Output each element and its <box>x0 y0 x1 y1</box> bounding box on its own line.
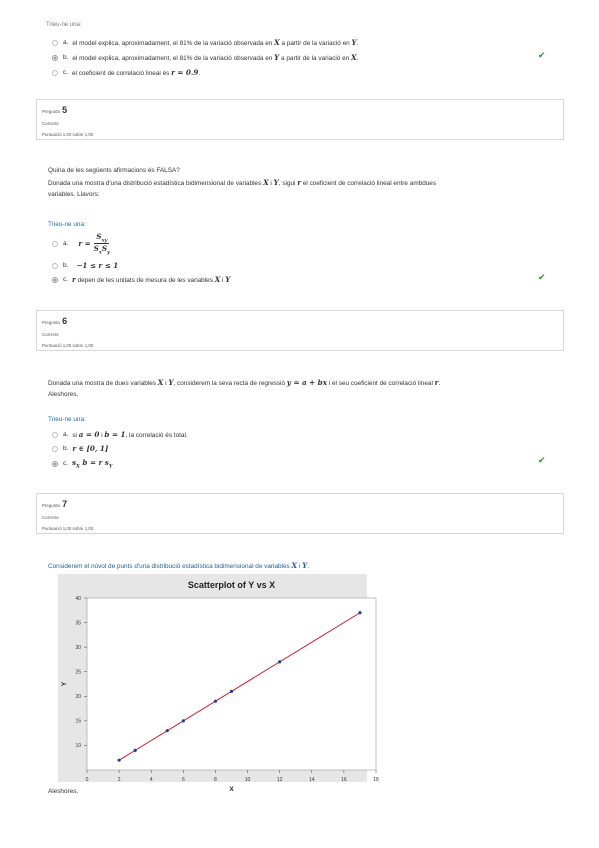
question-number: 5 <box>62 105 68 115</box>
radio-button[interactable] <box>52 432 58 438</box>
scatterplot-image <box>58 574 379 793</box>
x-tick-label: 16 <box>341 777 347 783</box>
scatterplot-chart <box>58 574 379 793</box>
option-letter: c. <box>63 276 68 283</box>
question-status: Correcte <box>42 332 59 337</box>
option-text: si a = 0 i b = 1, la correlació és total. <box>72 430 188 439</box>
question-label: Pregunta 5 <box>42 105 68 115</box>
question-text: Quina de les següents afirmacions és FALSA? <box>48 167 180 174</box>
question-number: 7 <box>62 499 68 509</box>
question-info-box <box>36 310 564 351</box>
data-point <box>118 759 121 762</box>
choose-prompt: Trieu-ne una: <box>48 416 86 423</box>
x-tick-label: 12 <box>276 777 283 783</box>
data-point <box>278 660 281 663</box>
x-tick-label: 14 <box>308 777 315 783</box>
option-b[interactable] <box>52 53 358 62</box>
check-icon: ✔ <box>538 456 546 466</box>
option-c[interactable] <box>52 275 230 284</box>
question-info-box <box>36 493 564 534</box>
chart-title: Scatterplot of Y vs X <box>187 580 276 590</box>
question-text: variables. Llavors: <box>48 191 100 198</box>
option-text: r depen de les unitats de mesura de les variables X i Y <box>71 275 231 284</box>
y-tick-label: 10 <box>75 743 81 750</box>
question-text: Considerem el núvol de punts d'una distribució estadística bidimensional de variables X i Y. <box>48 561 309 570</box>
option-text: r ∈ [0, 1] <box>72 444 109 453</box>
data-point <box>358 611 361 614</box>
question-info-box <box>36 99 564 140</box>
data-point <box>214 700 217 703</box>
option-c[interactable] <box>52 458 112 469</box>
radio-button-selected[interactable] <box>52 277 58 283</box>
data-point <box>134 749 137 752</box>
data-point <box>166 729 169 732</box>
formula-lhs: r = <box>78 239 91 249</box>
x-tick-label: 2 <box>117 777 121 783</box>
option-letter: b. <box>63 262 69 269</box>
option-b[interactable] <box>52 444 108 453</box>
option-text: el coeficient de correlació lineal és r = 0.9. <box>71 68 201 77</box>
check-icon: ✔ <box>538 51 546 61</box>
radio-button-selected[interactable] <box>52 461 58 467</box>
radio-button[interactable] <box>52 70 58 76</box>
question-text: Aleshores, <box>48 788 79 795</box>
radio-button[interactable] <box>52 40 58 46</box>
x-tick-label: 0 <box>85 777 89 783</box>
radio-button[interactable] <box>52 241 58 247</box>
option-a[interactable] <box>52 38 358 47</box>
y-axis-label: Y <box>61 681 68 687</box>
cut-prompt: Trieu-ne una: <box>46 22 82 28</box>
option-a[interactable] <box>52 430 188 439</box>
choose-prompt: Trieu-ne una: <box>48 221 86 228</box>
question-points: Puntuació 1,00 sobre 1,00 <box>42 343 94 348</box>
x-tick-label: 6 <box>181 777 185 783</box>
question-text: Donada una mostra de dues variables X i Y, considerem la seva recta de regressió y = a + bx i el seu coeficient de correlació lineal r. <box>48 378 441 387</box>
option-letter: a. <box>63 431 69 438</box>
y-tick-label: 35 <box>75 620 81 627</box>
option-a[interactable] <box>52 232 110 256</box>
option-c[interactable] <box>52 68 200 77</box>
question-status: Correcte <box>42 121 59 126</box>
option-text: el model explica, aproximadament, el 81% de la variació observada en X a partir de la variació en Y. <box>72 38 359 47</box>
data-point <box>182 719 185 722</box>
y-tick-label: 20 <box>75 694 81 701</box>
question-label: Pregunta 7 <box>42 499 68 509</box>
option-letter: c. <box>63 460 68 468</box>
y-tick-label: 40 <box>75 595 81 602</box>
question-label: Pregunta 6 <box>42 316 68 326</box>
option-text: −1 ≤ r ≤ 1 <box>76 261 119 270</box>
question-status: Correcte <box>42 515 59 520</box>
radio-button[interactable] <box>52 446 58 452</box>
x-tick-label: 8 <box>214 777 217 783</box>
option-letter: c. <box>63 69 68 76</box>
radio-button[interactable] <box>52 263 58 269</box>
x-tick-label: 10 <box>244 777 251 783</box>
option-b[interactable] <box>52 261 118 270</box>
x-tick-label: 18 <box>373 777 379 783</box>
question-points: Puntuació 1,00 sobre 1,00 <box>42 526 94 531</box>
option-letter: a. <box>63 39 69 46</box>
fraction-formula: $\frac{S_{xy}}{S_xS_y}$ <box>93 232 110 256</box>
x-tick-label: 4 <box>149 777 153 783</box>
question-points: Puntuació 1,00 sobre 1,00 <box>42 132 94 137</box>
question-text: Aleshores, <box>48 391 79 398</box>
question-number: 6 <box>62 316 68 326</box>
option-letter: a. <box>63 240 69 248</box>
x-axis-label: X <box>229 786 234 793</box>
radio-button-selected[interactable] <box>52 55 58 61</box>
option-text: $s_X$ b = r $s_Y$ <box>71 458 113 470</box>
plot-area <box>87 598 376 770</box>
option-letter: b. <box>63 445 69 452</box>
y-tick-label: 25 <box>75 669 81 676</box>
check-icon: ✔ <box>538 273 546 283</box>
option-letter: b. <box>63 54 69 61</box>
y-tick-label: 30 <box>75 644 81 651</box>
option-text: el model explica, aproximadament, el 81% de la variació observada en Y a partir de la variació en X. <box>72 53 359 62</box>
y-tick-label: 15 <box>75 718 81 725</box>
question-text: Donada una mostra d'una distribució estadística bidimensional de variables X i Y, sigui r el coeficient de correlació lineal entre ambdues <box>48 178 437 187</box>
data-point <box>230 690 233 693</box>
